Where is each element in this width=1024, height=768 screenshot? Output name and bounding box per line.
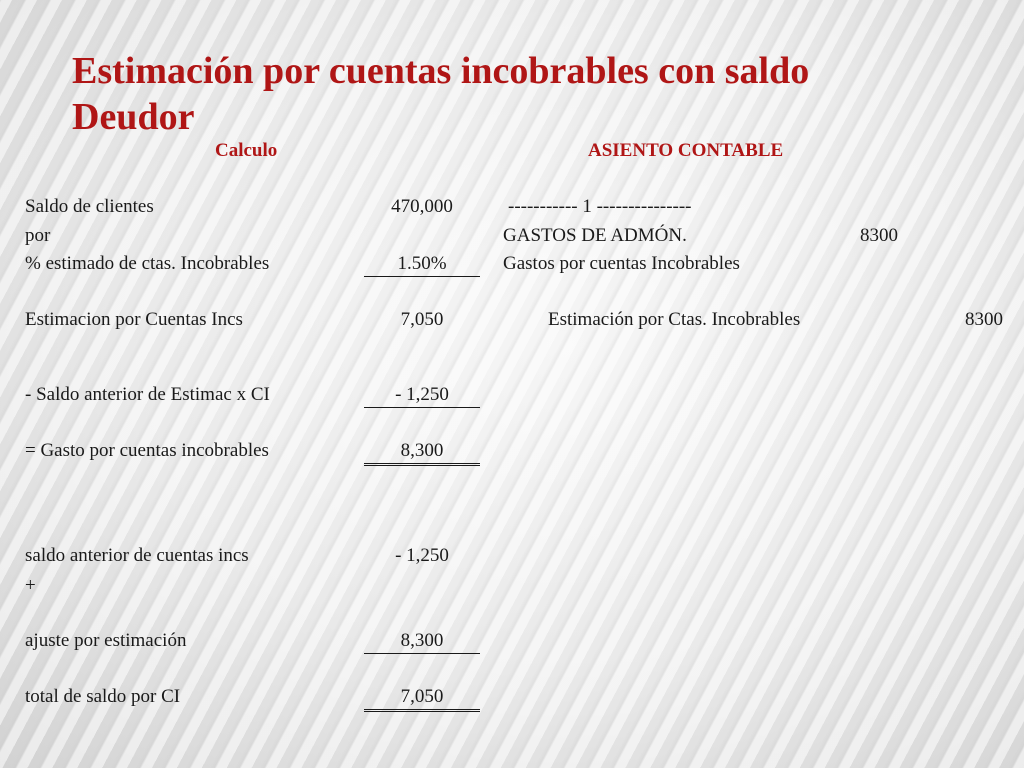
pct-label: % estimado de ctas. Incobrables (25, 253, 270, 274)
total-label: total de saldo por CI (25, 686, 181, 707)
total-value: 7,050 (364, 686, 480, 712)
debit-account: GASTOS DE ADMÓN. (503, 225, 687, 246)
ajuste-value: 8,300 (364, 630, 480, 654)
saldo-clientes-label: Saldo de clientes (25, 196, 154, 217)
saldo-clientes-value: 470,000 (391, 196, 453, 217)
saldo-anterior-value: - 1,250 (364, 384, 480, 408)
debit-subaccount: Gastos por cuentas Incobrables (503, 253, 740, 274)
asiento-heading: ASIENTO CONTABLE (588, 140, 784, 161)
debit-amount: 8300 (860, 225, 898, 246)
estimacion-label: Estimacion por Cuentas Incs (25, 309, 243, 330)
saldo-ant-cuentas-value: - 1,250 (395, 545, 449, 566)
calculo-heading: Calculo (215, 140, 278, 161)
slide-title: Estimación por cuentas incobrables con saldo Deudor (72, 50, 810, 138)
saldo-anterior-label: - Saldo anterior de Estimac x CI (25, 384, 270, 405)
pct-value: 1.50% (364, 253, 480, 277)
credit-amount: 8300 (965, 309, 1003, 330)
credit-account: Estimación por Ctas. Incobrables (548, 309, 801, 330)
asiento-separator: ----------- 1 --------------- (508, 196, 692, 217)
estimacion-value: 7,050 (400, 309, 444, 330)
saldo-ant-cuentas-label: saldo anterior de cuentas incs (25, 545, 249, 566)
ajuste-label: ajuste por estimación (25, 630, 187, 651)
por-label: por (25, 225, 51, 246)
gasto-label: = Gasto por cuentas incobrables (25, 440, 269, 461)
plus-sign: + (25, 575, 36, 596)
gasto-value: 8,300 (364, 440, 480, 466)
